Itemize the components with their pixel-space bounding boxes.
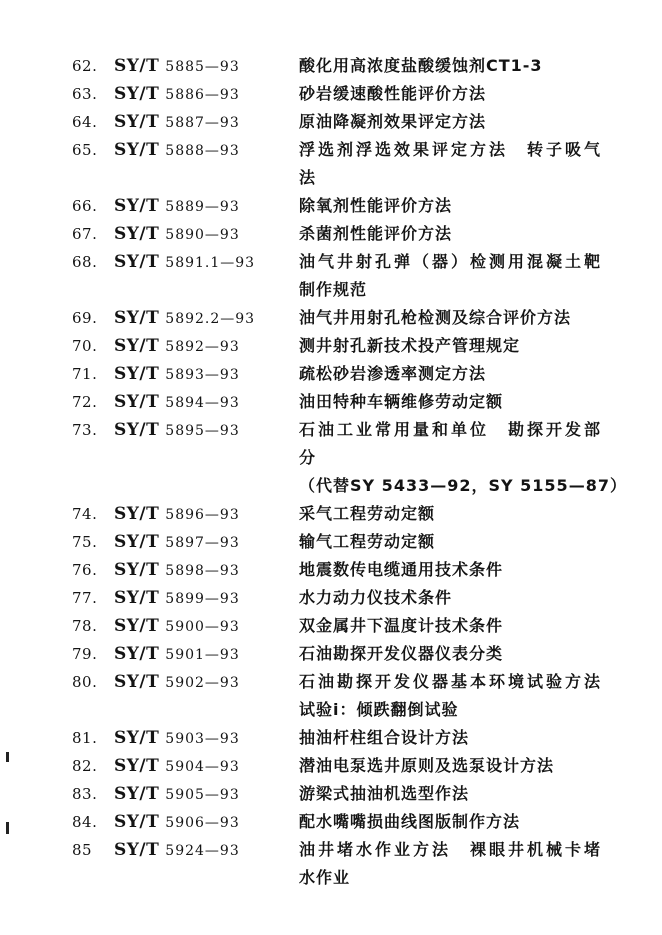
standard-title <box>299 304 629 332</box>
title-line: 输气工程劳动定额 <box>299 532 436 551</box>
standard-entry <box>0 640 662 668</box>
standard-number: 5886—93 <box>165 87 240 103</box>
title-line: 油田特种车辆维修劳动定额 <box>299 392 504 411</box>
standard-code <box>114 220 294 249</box>
standard-code <box>114 584 294 613</box>
title-line: 油气井射孔弹（器）检测用混凝土靶 <box>299 252 604 271</box>
standard-entry <box>0 528 662 556</box>
standard-prefix: SY/T <box>114 392 160 412</box>
standard-prefix: SY/T <box>114 504 160 524</box>
title-line: 地震数传电缆通用技术条件 <box>299 560 504 579</box>
standard-number: 5900—93 <box>165 619 240 635</box>
standard-title <box>299 388 629 416</box>
title-line: 浮选剂浮选效果评定方法 转子吸气 <box>299 140 604 159</box>
title-line: （代替SY 5433—92，SY 5155—87） <box>299 476 627 495</box>
standard-title <box>299 108 629 136</box>
standard-title <box>299 220 629 248</box>
standard-entry <box>0 192 662 220</box>
standard-entry <box>0 500 662 528</box>
standard-entry <box>0 752 662 780</box>
standard-number: 5887—93 <box>165 115 240 131</box>
standard-title <box>299 724 629 752</box>
standard-title <box>299 136 629 192</box>
title-line: 抽油杆柱组合设计方法 <box>299 728 470 747</box>
title-line: 除氧剂性能评价方法 <box>299 196 453 215</box>
standard-number: 5901—93 <box>165 647 240 663</box>
standard-entry <box>0 836 662 892</box>
standard-code <box>114 612 294 641</box>
title-line: 杀菌剂性能评价方法 <box>299 224 453 243</box>
standard-entry <box>0 556 662 584</box>
entry-number: 78. <box>72 617 98 635</box>
title-line: 油气井用射孔枪检测及综合评价方法 <box>299 308 572 327</box>
standard-number: 5899—93 <box>165 591 240 607</box>
entry-number: 65. <box>72 141 98 159</box>
entry-number: 69. <box>72 309 98 327</box>
entry-number: 70. <box>72 337 98 355</box>
standard-title <box>299 668 629 724</box>
standard-code <box>114 360 294 389</box>
standard-prefix: SY/T <box>114 560 160 580</box>
standard-title <box>299 80 629 108</box>
standard-title <box>299 52 629 80</box>
title-line: 石油勘探开发仪器仪表分类 <box>299 644 504 663</box>
standard-prefix: SY/T <box>114 364 160 384</box>
entry-number: 80. <box>72 673 98 691</box>
title-line: 法 <box>299 168 317 187</box>
standard-code <box>114 668 294 697</box>
standard-title <box>299 612 629 640</box>
entry-number: 75. <box>72 533 98 551</box>
standard-number: 5888—93 <box>165 143 240 159</box>
entry-number: 82. <box>72 757 98 775</box>
standard-prefix: SY/T <box>114 728 160 748</box>
standard-code <box>114 780 294 809</box>
title-line: 疏松砂岩渗透率测定方法 <box>299 364 487 383</box>
standard-title <box>299 416 629 500</box>
standard-code <box>114 556 294 585</box>
standard-code <box>114 416 294 445</box>
standard-entry <box>0 388 662 416</box>
standard-code <box>114 332 294 361</box>
entry-number: 77. <box>72 589 98 607</box>
standard-title <box>299 640 629 668</box>
standard-title <box>299 528 629 556</box>
standard-code <box>114 388 294 417</box>
entry-number: 74. <box>72 505 98 523</box>
standard-number: 5904—93 <box>165 759 240 775</box>
standard-prefix: SY/T <box>114 532 160 552</box>
standard-prefix: SY/T <box>114 616 160 636</box>
title-line: 游梁式抽油机选型作法 <box>299 784 470 803</box>
standard-number: 5893—93 <box>165 367 240 383</box>
standard-number: 5889—93 <box>165 199 240 215</box>
standard-number: 5897—93 <box>165 535 240 551</box>
standard-title <box>299 360 629 388</box>
entry-number: 83. <box>72 785 98 803</box>
title-line: 水作业 <box>299 868 351 887</box>
standard-entry <box>0 304 662 332</box>
standard-code <box>114 304 294 333</box>
entry-number: 76. <box>72 561 98 579</box>
title-line: 采气工程劳动定额 <box>299 504 436 523</box>
title-line: 配水嘴嘴损曲线图版制作方法 <box>299 812 521 831</box>
standard-prefix: SY/T <box>114 308 160 328</box>
standard-prefix: SY/T <box>114 756 160 776</box>
entry-number: 79. <box>72 645 98 663</box>
standard-number: 5924—93 <box>165 843 240 859</box>
standard-entry <box>0 332 662 360</box>
standard-prefix: SY/T <box>114 112 160 132</box>
standard-number: 5895—93 <box>165 423 240 439</box>
standard-code <box>114 836 294 865</box>
standard-code <box>114 752 294 781</box>
standard-prefix: SY/T <box>114 56 160 76</box>
entry-number: 73. <box>72 421 98 439</box>
standard-prefix: SY/T <box>114 840 160 860</box>
standard-title <box>299 752 629 780</box>
standard-entry <box>0 80 662 108</box>
standard-prefix: SY/T <box>114 644 160 664</box>
standard-number: 5885—93 <box>165 59 240 75</box>
standard-entry <box>0 584 662 612</box>
standard-code <box>114 808 294 837</box>
standard-title <box>299 836 629 892</box>
standard-prefix: SY/T <box>114 84 160 104</box>
title-line: 制作规范 <box>299 280 368 299</box>
standard-entry <box>0 220 662 248</box>
standard-code <box>114 724 294 753</box>
standard-number: 5902—93 <box>165 675 240 691</box>
title-line: 油井堵水作业方法 裸眼井机械卡堵 <box>299 840 604 859</box>
standard-entry <box>0 416 662 500</box>
standard-prefix: SY/T <box>114 196 160 216</box>
standard-entry <box>0 52 662 80</box>
standard-prefix: SY/T <box>114 784 160 804</box>
standard-code <box>114 640 294 669</box>
standard-entry <box>0 612 662 640</box>
title-line: 砂岩缓速酸性能评价方法 <box>299 84 487 103</box>
standard-title <box>299 332 629 360</box>
standard-entry <box>0 808 662 836</box>
standard-prefix: SY/T <box>114 140 160 160</box>
standard-title <box>299 780 629 808</box>
standard-entry <box>0 360 662 388</box>
title-line: 水力动力仪技术条件 <box>299 588 453 607</box>
standard-number: 5892.2—93 <box>165 311 256 327</box>
standard-title <box>299 248 629 304</box>
standard-title <box>299 192 629 220</box>
standard-number: 5906—93 <box>165 815 240 831</box>
standard-entry <box>0 136 662 192</box>
standard-prefix: SY/T <box>114 420 160 440</box>
standard-prefix: SY/T <box>114 812 160 832</box>
title-line: 石油工业常用量和单位 勘探开发部 <box>299 420 604 439</box>
standard-number: 5905—93 <box>165 787 240 803</box>
standard-code <box>114 80 294 109</box>
title-line: 测井射孔新技术投产管理规定 <box>299 336 521 355</box>
entry-number: 85 <box>72 841 93 859</box>
scan-mark <box>6 822 9 834</box>
standard-code <box>114 108 294 137</box>
standard-code <box>114 192 294 221</box>
standard-number: 5896—93 <box>165 507 240 523</box>
standard-number: 5891.1—93 <box>165 255 256 271</box>
standard-number: 5894—93 <box>165 395 240 411</box>
entry-number: 67. <box>72 225 98 243</box>
entry-number: 81. <box>72 729 98 747</box>
title-line: 分 <box>299 448 317 467</box>
entry-number: 66. <box>72 197 98 215</box>
standard-code <box>114 500 294 529</box>
standard-code <box>114 248 294 277</box>
standard-entry <box>0 780 662 808</box>
standard-entry <box>0 108 662 136</box>
standard-title <box>299 500 629 528</box>
standard-number: 5890—93 <box>165 227 240 243</box>
standard-code <box>114 136 294 165</box>
standard-code <box>114 528 294 557</box>
standard-prefix: SY/T <box>114 336 160 356</box>
entry-number: 84. <box>72 813 98 831</box>
standard-number: 5892—93 <box>165 339 240 355</box>
standard-prefix: SY/T <box>114 252 160 272</box>
standard-entry <box>0 668 662 724</box>
title-line: 试验i：倾跌翻倒试验 <box>299 700 459 719</box>
entry-number: 72. <box>72 393 98 411</box>
standard-prefix: SY/T <box>114 588 160 608</box>
standard-prefix: SY/T <box>114 672 160 692</box>
entry-number: 64. <box>72 113 98 131</box>
title-line: 潜油电泵选井原则及选泵设计方法 <box>299 756 555 775</box>
title-line: 双金属井下温度计技术条件 <box>299 616 504 635</box>
standard-number: 5903—93 <box>165 731 240 747</box>
entry-number: 71. <box>72 365 98 383</box>
standard-entry <box>0 248 662 304</box>
entry-number: 62. <box>72 57 98 75</box>
standard-number: 5898—93 <box>165 563 240 579</box>
standard-title <box>299 808 629 836</box>
title-line: 原油降凝剂效果评定方法 <box>299 112 487 131</box>
title-line: 酸化用高浓度盐酸缓蚀剂CT1-3 <box>299 56 543 75</box>
standard-entry <box>0 724 662 752</box>
standard-title <box>299 584 629 612</box>
entry-number: 68. <box>72 253 98 271</box>
standard-code <box>114 52 294 81</box>
scan-mark <box>6 752 9 762</box>
title-line: 石油勘探开发仪器基本环境试验方法 <box>299 672 604 691</box>
standard-prefix: SY/T <box>114 224 160 244</box>
entry-number: 63. <box>72 85 98 103</box>
standard-title <box>299 556 629 584</box>
